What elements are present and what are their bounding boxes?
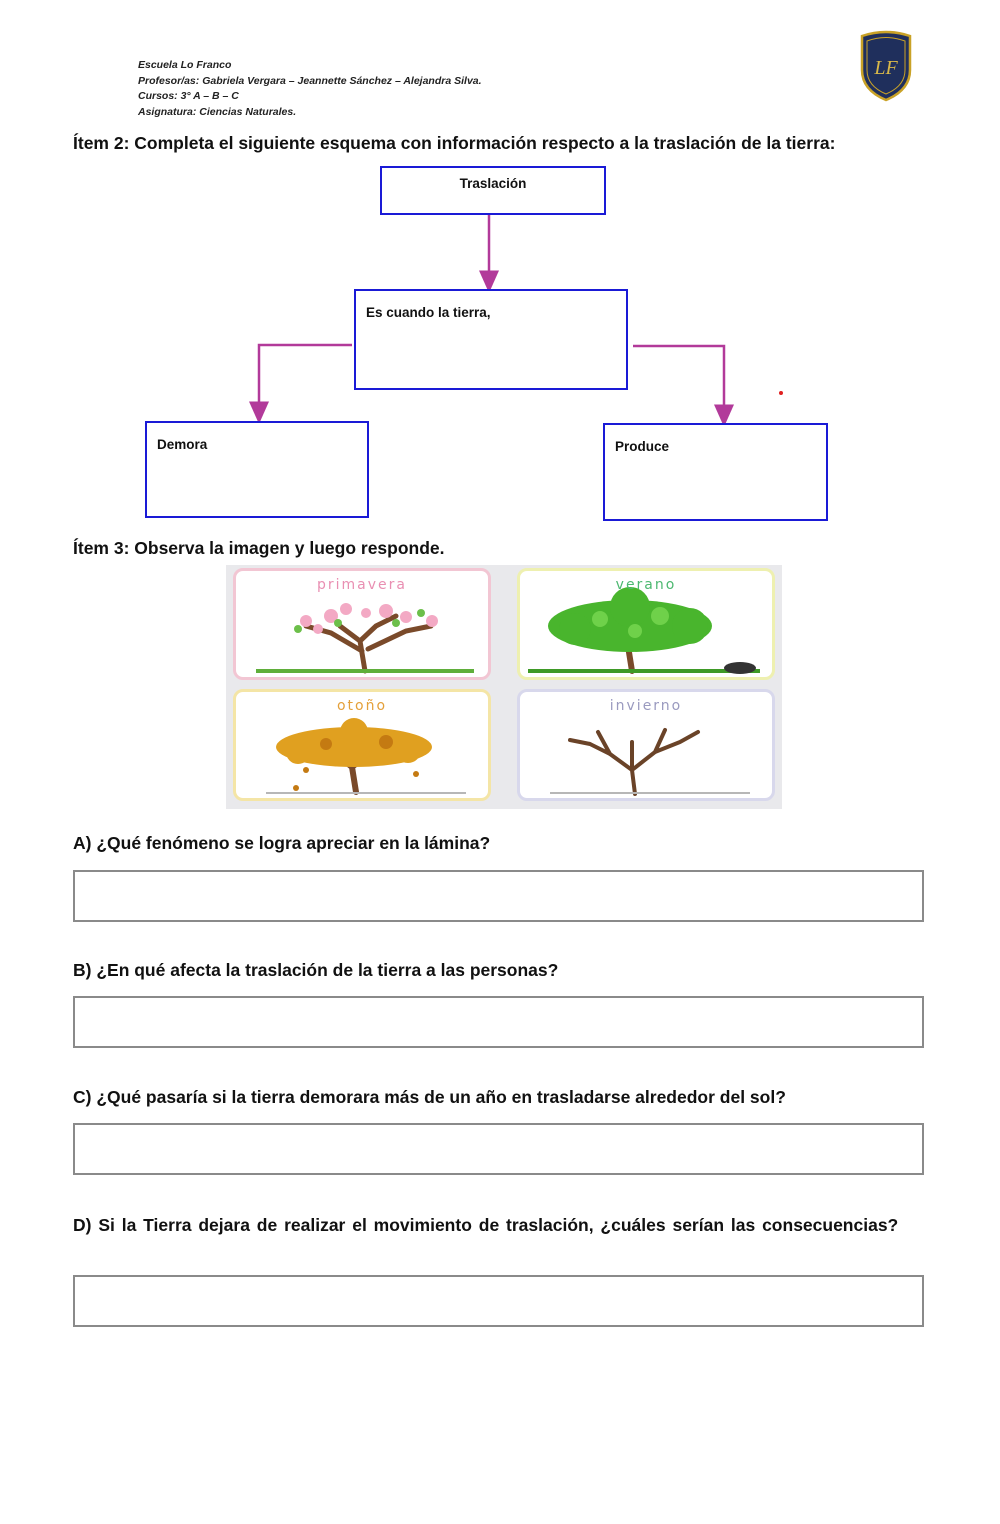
season-card-primavera xyxy=(233,568,491,680)
subject-line: Asignatura: Ciencias Naturales. xyxy=(138,105,297,118)
season-card-verano xyxy=(517,568,775,680)
arrow-middle-to-left xyxy=(259,345,352,414)
box-demora-label: Demora xyxy=(157,437,208,452)
answer-box-d[interactable] xyxy=(73,1275,924,1327)
season-label-otono: otoño xyxy=(336,698,388,714)
box-traslacion-label: Traslación xyxy=(459,176,527,191)
box-produce-label: Produce xyxy=(615,439,670,454)
teachers-line: Profesor/as: Gabriela Vergara – Jeannette Sánchez – Alejandra Silva. xyxy=(138,74,482,87)
box-traslacion xyxy=(380,166,606,215)
question-d: D) Si la Tierra dejara de realizar el movimiento de traslación, ¿cuáles serían las consecuencias? xyxy=(73,1215,899,1235)
answer-box-c[interactable] xyxy=(73,1123,924,1175)
season-label-primavera: primavera xyxy=(317,577,407,593)
school-name: Escuela Lo Franco xyxy=(138,59,232,71)
box-demora[interactable] xyxy=(145,421,369,518)
season-card-otono xyxy=(233,689,491,801)
item2-title: Ítem 2: Completa el siguiente esquema con información respecto a la traslación de la tierra: xyxy=(73,133,836,153)
question-b: B) ¿En qué afecta la traslación de la tierra a las personas? xyxy=(73,960,559,980)
answer-box-a[interactable] xyxy=(73,870,924,922)
season-label-verano: verano xyxy=(615,577,677,593)
season-card-invierno xyxy=(517,689,775,801)
box-es-cuando[interactable] xyxy=(354,289,628,390)
answer-box-b[interactable] xyxy=(73,996,924,1048)
item3-title: Ítem 3: Observa la imagen y luego responde. xyxy=(73,538,445,558)
arrow-middle-to-right xyxy=(633,346,724,417)
question-c: C) ¿Qué pasaría si la tierra demorara más de un año en trasladarse alrededor del sol? xyxy=(73,1087,786,1107)
seasons-image xyxy=(226,565,782,809)
logo-monogram: LF xyxy=(874,57,898,79)
question-a: A) ¿Qué fenómeno se logra apreciar en la lámina? xyxy=(73,833,491,853)
courses-line: Cursos: 3° A – B – C xyxy=(138,90,239,102)
box-es-cuando-label: Es cuando la tierra, xyxy=(366,305,491,320)
season-label-invierno: invierno xyxy=(609,698,683,714)
box-produce[interactable] xyxy=(603,423,828,521)
stray-dot xyxy=(779,391,783,395)
